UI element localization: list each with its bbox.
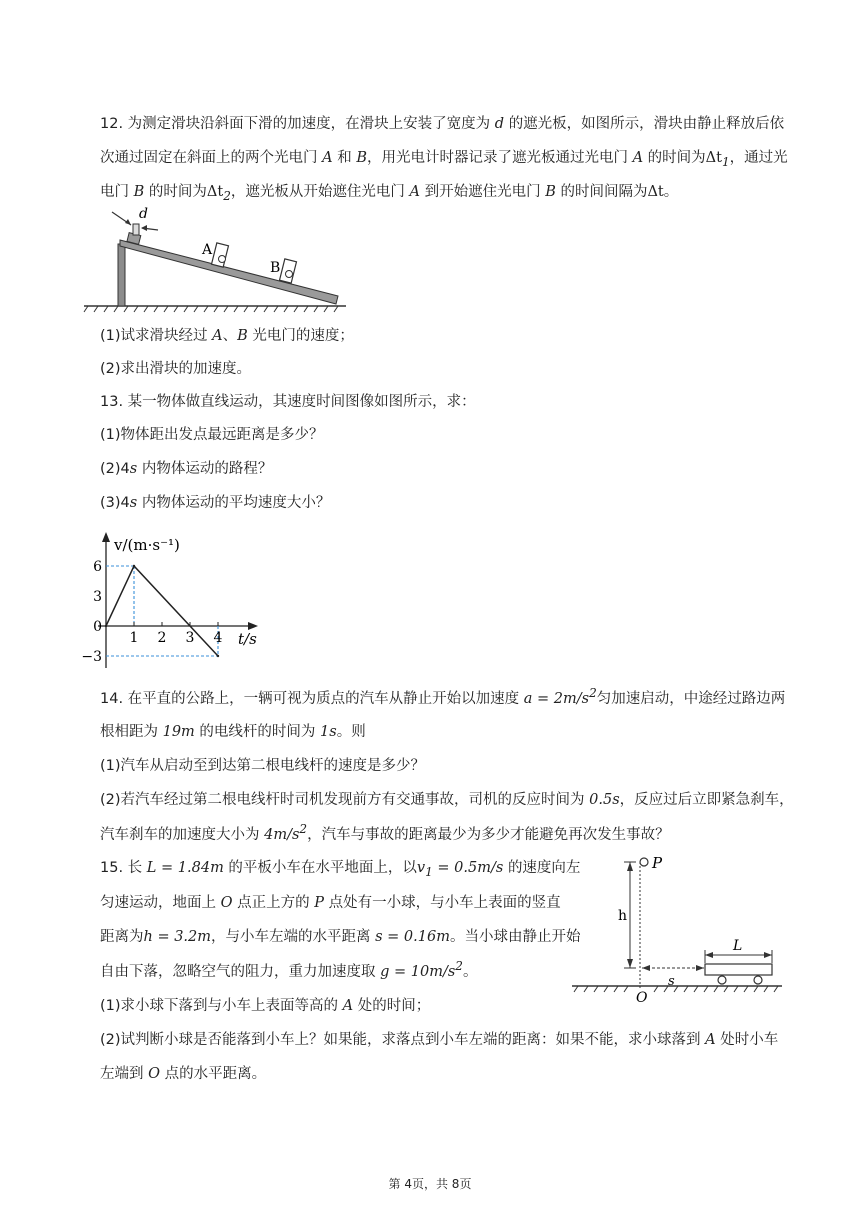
text: 的电线杆的时间为	[199, 724, 316, 740]
q15-part-1	[100, 994, 430, 1015]
math-distance: s = 0.16m	[375, 929, 450, 945]
q14-part-2	[100, 788, 794, 809]
q15-line-7	[100, 1062, 266, 1083]
data-point	[217, 655, 219, 657]
text: 根相距为	[100, 724, 158, 740]
ground-hatch	[84, 306, 338, 312]
math-distance: 19m	[162, 724, 195, 740]
math-o: O	[220, 895, 233, 911]
text: 。当小球由静止开始	[449, 929, 581, 945]
y-tick-label: 0	[93, 619, 102, 635]
ground-hatch	[574, 986, 778, 992]
text: (1)试求滑块经过	[100, 328, 208, 344]
text: (2)试判断小球是否能落到小车上？如果能，求落点到小车左端的距离：如果不能，求小球落到	[100, 1032, 701, 1048]
text: 的遮光板，如图所示，滑块由静止释放后依	[508, 116, 785, 132]
text: 匀速运动，地面上	[100, 895, 216, 911]
math-b: B	[356, 150, 367, 166]
math-a: A	[342, 998, 354, 1014]
text: 的时间间隔为	[560, 184, 648, 200]
text: 的平板小车在水平地面上，以	[228, 860, 417, 876]
math-s: s	[129, 495, 138, 511]
x-tick-label: 2	[157, 630, 167, 646]
text: 汽车刹车的加速度大小为	[100, 826, 260, 843]
gate-a	[212, 243, 229, 267]
q13-part-1: (1)物体距出发点最远距离是多少？	[100, 427, 324, 443]
q15-line-1	[100, 856, 580, 879]
text: 点正上方的	[237, 895, 310, 911]
text: 。	[663, 184, 679, 200]
q12-line-1	[100, 112, 784, 133]
text: 14. 在平直的公路上，一辆可视为质点的汽车从静止开始以加速度	[100, 690, 520, 707]
label-h: h	[618, 908, 628, 924]
text: 到开始遮住光电门	[424, 184, 541, 200]
text: 距离为	[100, 929, 144, 945]
data-point	[133, 565, 135, 567]
math-gravity: g = 10m/s	[380, 963, 456, 980]
superscript: 2	[589, 686, 597, 700]
x-tick-label: 3	[185, 630, 195, 646]
incline-figure	[84, 200, 354, 300]
math-reaction-time: 0.5s	[589, 792, 620, 808]
label-d: d	[139, 206, 148, 222]
cart-wheel-left	[718, 976, 726, 984]
y-tick-label: 6	[93, 559, 102, 575]
support-post	[118, 244, 125, 306]
text: 点的水平距离。	[164, 1066, 267, 1082]
math-dt: Δt	[647, 184, 664, 200]
y-tick-label: 3	[93, 589, 102, 605]
label-b: B	[270, 260, 281, 276]
q15-line-2	[100, 891, 561, 912]
q12-part-2: (2)求出滑块的加速度。	[100, 361, 252, 377]
text: 电门	[100, 184, 129, 200]
text: 15. 长	[100, 860, 143, 876]
text: 光电门的速度；	[252, 328, 354, 344]
math-b: B	[545, 184, 556, 200]
subscript: 1	[425, 864, 433, 879]
math-a: A	[322, 150, 333, 166]
text: 的时间为	[148, 184, 207, 200]
math-o: O	[148, 1066, 160, 1082]
text: (2)若汽车经过第二根电线杆时司机发现前方有交通事故，司机的反应时间为	[100, 792, 585, 808]
data-point	[105, 625, 107, 627]
q15-line-4	[100, 959, 477, 981]
math-p: P	[314, 895, 324, 911]
text: 、	[222, 328, 238, 344]
text: ，遮光板从开始遮住光电门	[230, 184, 405, 200]
text: ，与小车左端的水平距离	[211, 929, 371, 945]
math-a: A	[705, 1032, 716, 1048]
text: ，汽车与事故的距离最少为多少才能避免再次发生事故？	[307, 826, 670, 843]
superscript: 2	[455, 959, 463, 973]
math-dt2: Δt	[206, 184, 224, 200]
x-axis-arrow	[248, 622, 258, 630]
page-footer: 第 4页，共 8页	[388, 1177, 472, 1191]
text: 次通过固定在斜面上的两个光电门	[100, 150, 318, 166]
label-s: s	[668, 974, 675, 989]
shading-plate	[133, 224, 139, 235]
x-tick-label: 4	[213, 630, 223, 646]
text: ，用光电计时器记录了遮光板通过光电门	[366, 150, 628, 166]
superscript: 2	[299, 822, 308, 836]
text: 匀加速启动，中途经过路边两	[596, 690, 786, 707]
q13-intro: 13. 某一物体做直线运动，其速度时间图像如图所示，求：	[100, 394, 476, 410]
text: 的速度向左	[507, 860, 581, 876]
y-tick-label: −3	[81, 649, 102, 665]
y-axis-label: v/(m·s⁻¹)	[114, 536, 180, 554]
cart-wheel-right	[754, 976, 762, 984]
velocity-time-chart	[81, 530, 268, 670]
label-a: A	[202, 242, 213, 258]
subscript: 1	[721, 154, 730, 169]
x-axis-label: t/s	[238, 630, 257, 648]
q12-part-1	[100, 324, 354, 345]
label-l: L	[733, 938, 743, 954]
text: 处时小车	[720, 1032, 779, 1048]
text: 点处有一小球，与小车上表面的竖直	[328, 895, 561, 911]
math-a: A	[212, 328, 223, 344]
y-axis-arrow	[102, 532, 110, 542]
ball	[640, 858, 648, 866]
text: 。	[462, 963, 478, 980]
text: 和	[337, 150, 352, 166]
text: ，通过光	[729, 150, 788, 166]
text: 。则	[336, 724, 366, 740]
gate-b	[280, 259, 297, 283]
q14-part-1: (1)汽车从启动至到达第二根电线杆的速度是多少？	[100, 758, 426, 774]
math-d: d	[494, 116, 505, 132]
x-tick-label: 1	[129, 630, 139, 646]
text: 的时间为	[647, 150, 706, 166]
math-a: A	[409, 184, 420, 200]
text: (2)4	[100, 461, 130, 477]
math-a: A	[632, 150, 644, 166]
math-length: L = 1.84m	[146, 860, 224, 876]
q14-line-2	[100, 720, 366, 741]
text: 12. 为测定滑块沿斜面下滑的加速度，在滑块上安装了宽度为	[100, 116, 491, 132]
math-b: B	[237, 328, 248, 344]
label-p: P	[652, 854, 663, 872]
math-v1-value: = 0.5m/s	[432, 860, 504, 876]
math-dt1: Δt	[705, 150, 722, 166]
text: 自由下落，忽略空气的阻力，重力加速度取	[100, 963, 376, 980]
cart-ball-figure	[570, 852, 785, 1006]
q12-line-2	[100, 146, 788, 169]
q13-part-3	[100, 491, 330, 512]
math-acceleration: a = 2m/s	[523, 690, 590, 707]
text: (3)4	[100, 495, 130, 511]
q15-line-3	[100, 925, 580, 946]
subscript: 2	[223, 188, 231, 203]
text: 左端到	[100, 1066, 144, 1082]
chart-ticks	[81, 559, 222, 665]
math-height: h = 3.2m	[143, 929, 212, 945]
q14-line-1	[100, 686, 785, 708]
text: (1)求小球下落到与小车上表面等高的	[100, 998, 339, 1014]
text: 内物体运动的平均速度大小？	[141, 495, 331, 511]
math-time: 1s	[320, 724, 337, 740]
cart-body	[705, 964, 772, 975]
q14-line-5	[100, 822, 670, 844]
math-b: B	[133, 184, 145, 200]
math-brake-acceleration: 4m/s	[264, 826, 300, 843]
q13-part-2	[100, 457, 272, 478]
incline-board	[120, 240, 338, 304]
text: ，反应过后立即紧急刹车，	[619, 792, 794, 808]
q15-part-2	[100, 1028, 778, 1049]
math-s: s	[129, 461, 138, 477]
text: 内物体运动的路程？	[141, 461, 273, 477]
math-v1: v	[416, 860, 426, 876]
label-o: O	[636, 990, 648, 1006]
text: 处的时间；	[357, 998, 431, 1014]
